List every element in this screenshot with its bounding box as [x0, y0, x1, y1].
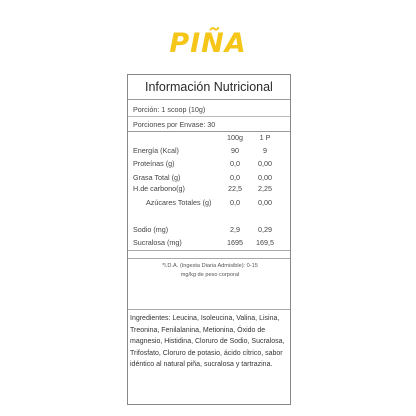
nutrient-value-100g: 2,9 — [230, 225, 240, 234]
nutrient-value-portion: 9 — [263, 146, 267, 155]
nutrient-row-energy — [128, 145, 290, 156]
column-header-portion: 1 P — [259, 133, 271, 142]
nutrient-label: Azúcares Totales (g) — [146, 198, 212, 207]
serving-size: Porción: 1 scoop (10g) — [128, 103, 290, 117]
product-title: PIÑA — [169, 28, 247, 59]
nutrient-value-portion: 169,5 — [256, 238, 274, 247]
column-header-row — [128, 132, 290, 143]
nutrient-label: H.de carbono(g) — [133, 184, 185, 193]
nutrient-row-protein — [128, 158, 290, 169]
nutrient-value-portion: 0,00 — [258, 198, 272, 207]
column-header-100g: 100g — [227, 133, 243, 142]
nutrient-label: Energía (Kcal) — [133, 146, 179, 155]
nutrient-value-100g: 22,5 — [228, 184, 242, 193]
nutrient-label: Proteínas (g) — [133, 159, 175, 168]
ida-note-line2: mg/kg de peso corporal — [180, 272, 240, 278]
nutrient-label: Sodio (mg) — [133, 225, 169, 234]
nutrient-row-sucralose — [128, 237, 290, 248]
nutrient-row-sodium — [128, 224, 290, 235]
nutrition-heading: Información Nutricional — [128, 75, 290, 100]
nutrient-label: Grasa Total (g) — [133, 173, 181, 182]
ingredients-text: Ingredientes: Leucina, Isoleucina, Valina, Lisina, Treonina, Fenilalanina, Metionina, Óxido de magnesio, Histidina, Cloruro de Sodio, Sucralosa, Trifosfato, Cloruro de potasio, ácido cítrico, sabor idéntico al natural piña, sucralosa y tartrazina. — [130, 315, 285, 369]
nutrient-value-100g: 0,0 — [230, 159, 240, 168]
servings-per-container: Porciones por Envase: 30 — [128, 118, 290, 132]
divider — [128, 309, 290, 310]
divider — [128, 258, 290, 259]
nutrient-value-portion: 2,25 — [258, 184, 272, 193]
nutrient-value-100g: 0,0 — [230, 198, 240, 207]
nutrient-row-fat — [128, 172, 290, 183]
nutrient-label: Sucralosa (mg) — [133, 238, 182, 247]
nutrient-value-portion: 0,00 — [258, 173, 272, 182]
ida-note-line1: *I.D.A. (Ingesta Diaria Admisible): 0-15 — [162, 263, 258, 269]
nutrition-facts-panel — [127, 74, 291, 405]
nutrient-value-portion: 0,29 — [258, 225, 272, 234]
divider — [128, 250, 290, 251]
nutrient-row-sugars — [128, 197, 290, 208]
nutrient-value-100g: 1695 — [227, 238, 243, 247]
nutrient-value-100g: 0,0 — [230, 173, 240, 182]
nutrient-row-carbs — [128, 183, 290, 194]
nutrient-value-100g: 90 — [231, 146, 239, 155]
nutrient-value-portion: 0,00 — [258, 159, 272, 168]
